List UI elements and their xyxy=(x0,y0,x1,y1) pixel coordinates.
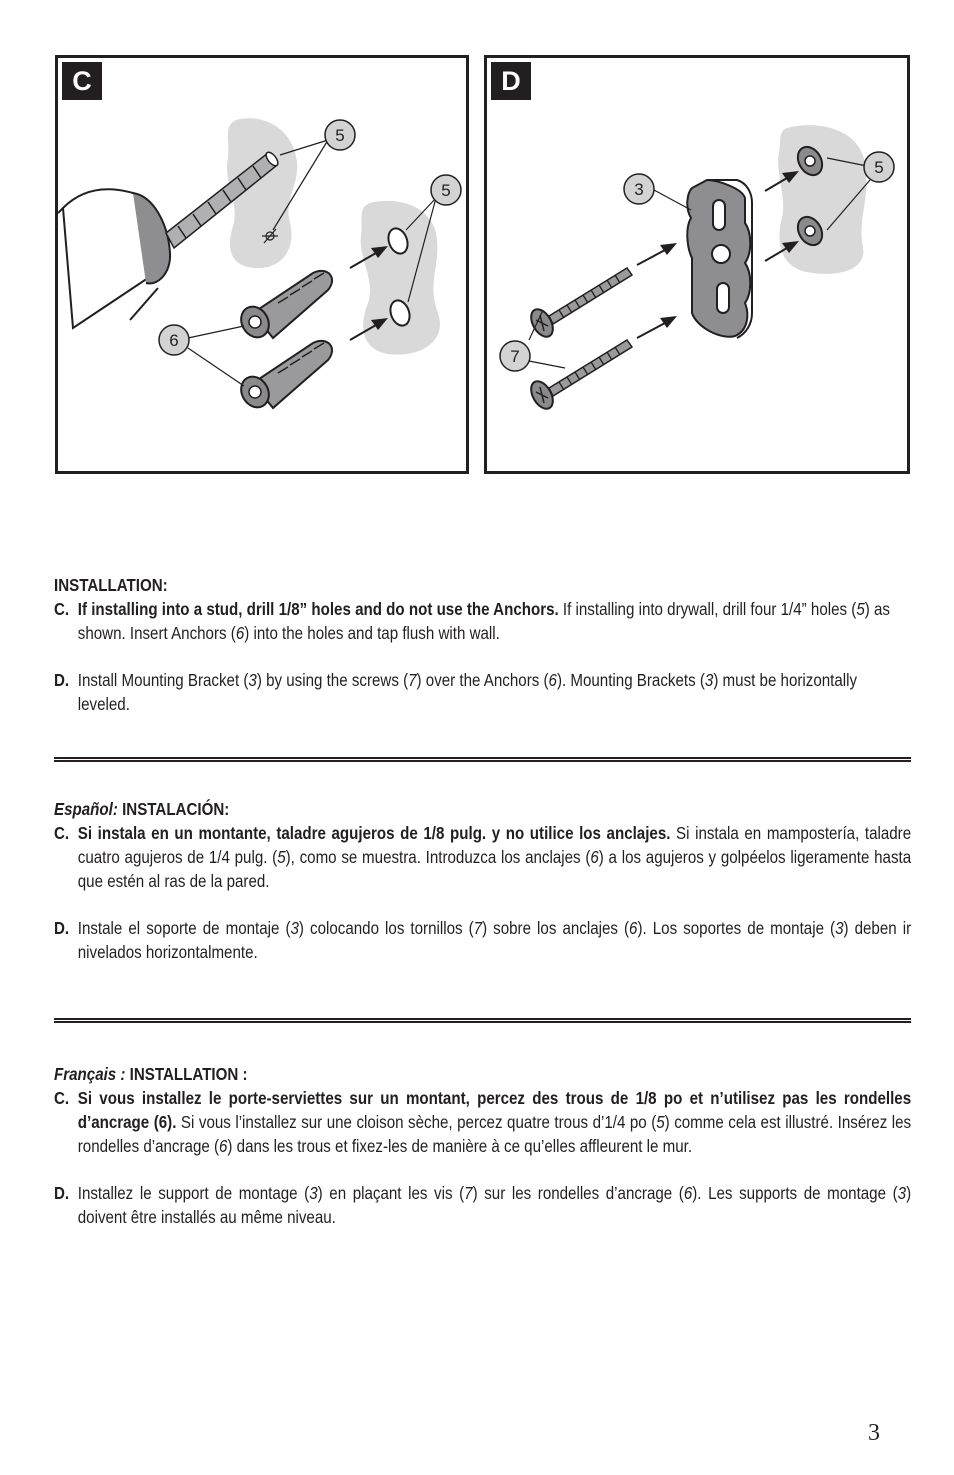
step-text: ). Mounting Brackets ( xyxy=(556,670,705,690)
step-text: ). Los soportes de montaje ( xyxy=(637,918,836,938)
panel-letter-c: C xyxy=(62,62,102,100)
part-ref: 6 xyxy=(235,623,245,643)
step-text: ) over the Anchors ( xyxy=(416,670,549,690)
step-letter: D. xyxy=(54,670,70,690)
part-ref: 6 xyxy=(629,918,638,938)
part-ref: 3 xyxy=(835,918,844,938)
language-label: Français : xyxy=(54,1064,126,1084)
part-ref: 5 xyxy=(656,1112,665,1132)
step-text: ), como se muestra. Introduzca los anclajes ( xyxy=(285,847,591,867)
step-text: ) deben ir nivelados horizontalmente. xyxy=(77,918,912,962)
part-ref: 7 xyxy=(408,670,417,690)
step-text: Installez le support de montage ( xyxy=(77,1183,310,1203)
step-text: Install Mounting Bracket ( xyxy=(77,670,249,690)
step-letter: D. xyxy=(54,1183,70,1203)
page-number: 3 xyxy=(868,1420,880,1446)
step-letter: C. xyxy=(54,599,70,619)
step-text: ) sur les rondelles d’ancrage ( xyxy=(472,1183,684,1203)
step-text: Si vous l’installez sur une cloison sèche, percez quatre trous d’1/4 po ( xyxy=(176,1112,657,1132)
part-ref: 7 xyxy=(464,1183,473,1203)
figure-panel-d xyxy=(484,55,910,474)
step-text: ). Les supports de montage ( xyxy=(692,1183,898,1203)
step-text: ) must be horizontally leveled. xyxy=(77,670,858,714)
step-text: ) en plaçant les vis ( xyxy=(317,1183,465,1203)
french-step-c xyxy=(54,1086,911,1158)
part-ref: 3 xyxy=(309,1183,318,1203)
english-heading: INSTALLATION: xyxy=(54,575,168,595)
part-ref: 5 xyxy=(856,599,865,619)
drill-anchor-illustration xyxy=(58,58,469,474)
part-ref: 3 xyxy=(897,1183,907,1203)
part-ref: 3 xyxy=(248,670,257,690)
part-ref: 6 xyxy=(219,1136,228,1156)
step-letter: C. xyxy=(54,1088,70,1108)
french-step-d xyxy=(54,1181,911,1229)
bracket-screws-illustration xyxy=(487,58,910,474)
step-text: ) into the holes and tap flush with wall. xyxy=(244,623,500,643)
spanish-heading xyxy=(54,797,911,821)
french-heading xyxy=(54,1062,911,1086)
step-text: ) a los agujeros y golpéelos ligeramente hasta que estén al ras de la pared. xyxy=(77,847,912,891)
callout-label: 7 xyxy=(510,347,520,366)
english-section xyxy=(54,573,911,716)
panel-letter-d: D xyxy=(491,62,531,100)
section-divider xyxy=(54,757,911,762)
step-letter: D. xyxy=(54,918,70,938)
spanish-section xyxy=(54,797,911,964)
step-text: Instale el soporte de montaje ( xyxy=(77,918,291,938)
step-text: ) sobre los anclajes ( xyxy=(482,918,630,938)
callout-label: 5 xyxy=(441,181,451,200)
step-bold-text: Si vous installez le porte-serviettes sur un montant, percez des trous de 1/8 po et n’utilisez pas les rondelles d’ancrage (6). xyxy=(77,1088,912,1132)
part-ref: 6 xyxy=(590,847,599,867)
callout-label: 5 xyxy=(874,158,884,177)
step-text: ) comme cela est illustré. Insérez les rondelles d’ancrage ( xyxy=(77,1112,912,1156)
language-label: Español: xyxy=(54,799,118,819)
step-text: If installing into drywall, drill four 1/4” holes ( xyxy=(558,599,857,619)
section-divider xyxy=(54,1018,911,1023)
english-step-c xyxy=(54,597,911,645)
step-text: ) by using the screws ( xyxy=(256,670,409,690)
heading-text: INSTALACIÓN: xyxy=(117,799,230,819)
callout-label: 6 xyxy=(169,331,179,350)
part-ref: 6 xyxy=(683,1183,693,1203)
callout-label: 3 xyxy=(634,180,644,199)
step-text: ) colocando los tornillos ( xyxy=(298,918,474,938)
step-text: ) dans les trous et fixez-les de manière à ce qu’elles affleurent le mur. xyxy=(227,1136,693,1156)
part-ref: 5 xyxy=(277,847,286,867)
step-bold-text: If installing into a stud, drill 1/8” holes and do not use the Anchors. xyxy=(77,599,559,619)
spanish-step-c xyxy=(54,821,911,893)
part-ref: 6 xyxy=(548,670,557,690)
step-bold-text: Si instala en un montante, taladre agujeros de 1/8 pulg. y no utilice los anclajes. xyxy=(77,823,671,843)
step-text: ) as shown. Insert Anchors ( xyxy=(77,599,890,643)
step-text: Si instala en mampostería, taladre cuatro agujeros de 1/4 pulg. ( xyxy=(77,823,912,867)
step-text: ) doivent être installés au même niveau. xyxy=(77,1183,912,1227)
french-section xyxy=(54,1062,911,1229)
part-ref: 7 xyxy=(473,918,483,938)
part-ref: 3 xyxy=(704,670,714,690)
part-ref: 3 xyxy=(290,918,299,938)
callout-label: 5 xyxy=(335,126,345,145)
english-step-d xyxy=(54,668,911,716)
spanish-step-d xyxy=(54,916,911,964)
figure-panel-c xyxy=(55,55,469,474)
heading-text: INSTALLATION : xyxy=(125,1064,248,1084)
step-letter: C. xyxy=(54,823,70,843)
